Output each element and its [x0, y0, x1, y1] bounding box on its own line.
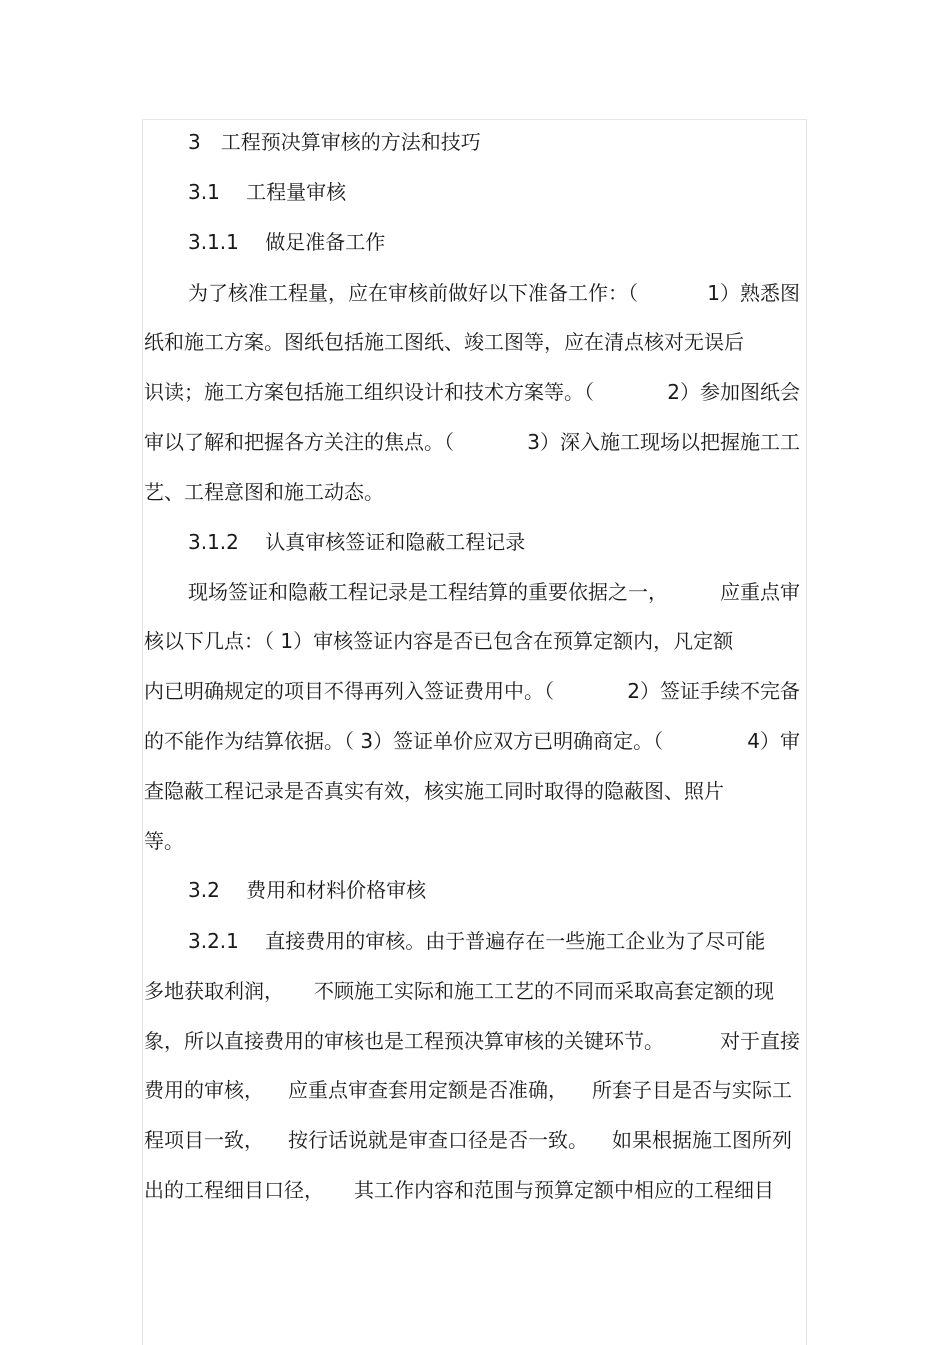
paragraph-line: [144, 329, 800, 355]
section-heading-3-2: 3.2 费用和材料价格审核: [188, 878, 427, 902]
paragraph-line: [144, 628, 774, 654]
paragraph-line: [144, 1028, 800, 1054]
text-segment: 应重点审查套用定额是否准确，: [288, 1078, 568, 1102]
section-heading-3-1-1: 3.1.1 做足准备工作: [188, 230, 386, 254]
text-segment: 2）参加图纸会: [667, 380, 800, 404]
text-segment: 不顾施工实际和施工工艺的不同而采取高套定额的现: [314, 979, 774, 1003]
paragraph-line: [144, 778, 724, 804]
text-segment: 内已明确规定的项目不得再列入签证费用中。（: [144, 679, 554, 703]
text-segment: 程项目一致，: [144, 1128, 264, 1152]
text-segment: 费用的审核，: [144, 1078, 264, 1102]
text-segment: 1）熟悉图: [707, 281, 800, 305]
paragraph-line: [144, 978, 774, 1004]
text-segment: 象，所以直接费用的审核也是工程预决算审核的关键环节。: [144, 1029, 664, 1053]
text-segment: 对于直接: [720, 1029, 800, 1053]
text-segment: 3.2.1 直接费用的审核。由于普遍存在一些施工企业为了尽可能: [188, 929, 766, 953]
paragraph-line: [144, 1127, 792, 1153]
paragraph-line: [144, 479, 384, 505]
paragraph-line: [144, 678, 800, 704]
text-segment: 4）审: [747, 729, 800, 753]
text-segment: 现场签证和隐蔽工程记录是工程结算的重要依据之一，: [188, 580, 668, 604]
paragraph-line: [144, 728, 800, 754]
text-segment: 如果根据施工图所列: [612, 1128, 792, 1152]
text-segment: 按行话说就是审查口径是否一致。: [288, 1128, 588, 1152]
text-segment: 多地获取利润，: [144, 979, 284, 1003]
text-segment: 识读；施工方案包括施工组织设计和技术方案等。（: [144, 380, 594, 404]
section-heading-3-1: 3.1 工程量审核: [188, 180, 347, 204]
paragraph-line: [188, 928, 765, 954]
section-heading-3-1-2: 3.1.2 认真审核签证和隐蔽工程记录: [188, 530, 526, 554]
paragraph-line: [188, 280, 800, 306]
paragraph-line: [188, 579, 800, 605]
text-segment: 艺、工程意图和施工动态。: [144, 480, 384, 504]
text-segment: 2）签证手续不完备: [627, 679, 800, 703]
paragraph-line: [144, 429, 800, 455]
text-segment: 其工作内容和范围与预算定额中相应的工程细目: [354, 1178, 774, 1202]
text-segment: 审以了解和把握各方关注的焦点。（: [144, 430, 454, 454]
text-segment: 为了核准工程量，应在审核前做好以下准备工作：（: [188, 281, 638, 305]
section-heading-3: 3 工程预决算审核的方法和技巧: [188, 130, 481, 154]
paragraph-line: [144, 1077, 792, 1103]
text-segment: 出的工程细目口径，: [144, 1178, 324, 1202]
text-segment: 等。: [144, 829, 184, 853]
text-segment: 应重点审: [720, 580, 800, 604]
paragraph-line: [144, 828, 184, 854]
text-segment: 所套子目是否与实际工: [592, 1078, 792, 1102]
paragraph-line: [144, 379, 800, 405]
paragraph-line: [144, 1177, 774, 1203]
text-segment: 查隐蔽工程记录是否真实有效，核实施工同时取得的隐蔽图、照片: [144, 779, 724, 803]
text-segment: 核以下几点：（ 1）审核签证内容是否已包含在预算定额内，凡定额: [144, 629, 734, 653]
text-segment: 的不能作为结算依据。（ 3）签证单价应双方已明确商定。（: [144, 729, 664, 753]
text-segment: 纸和施工方案。图纸包括施工图纸、竣工图等，应在清点核对无误后: [144, 330, 744, 354]
text-segment: 3）深入施工现场以把握施工工: [527, 430, 800, 454]
